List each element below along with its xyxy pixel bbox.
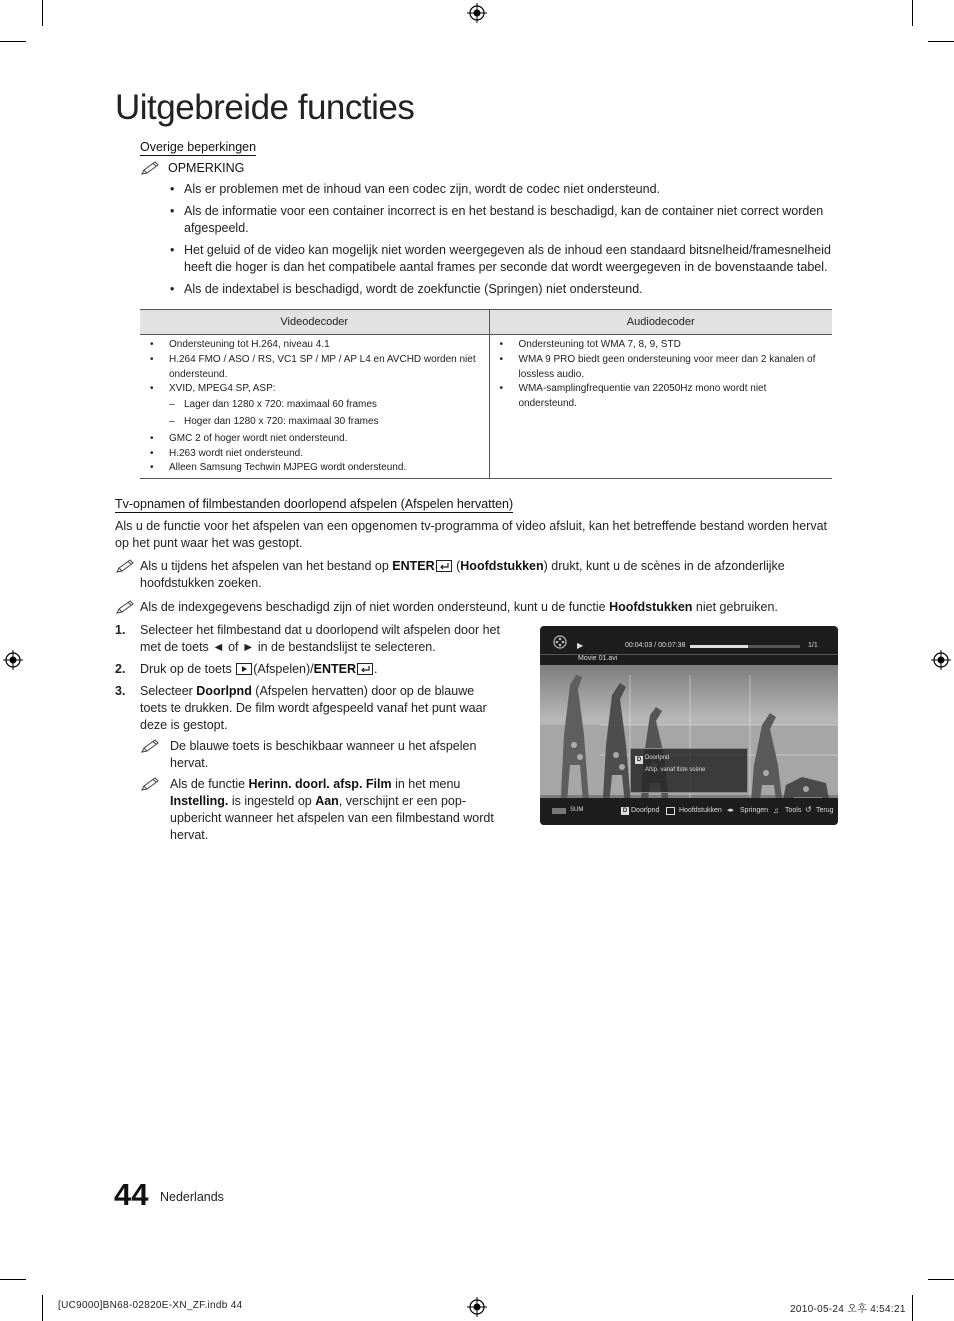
crop-mark bbox=[0, 1279, 26, 1280]
crop-mark bbox=[912, 0, 913, 26]
list-item: • WMA-samplingfrequentie van 22050Hz mono wordt niet ondersteund. bbox=[500, 382, 825, 412]
chapters-label: Hoofdstukken bbox=[609, 600, 693, 614]
page-number: 44 bbox=[114, 1177, 149, 1212]
button-resume[interactable]: Doorlpnd bbox=[631, 807, 660, 814]
intro-paragraph: Als u de functie voor het afspelen van een opgenomen tv-programma of video afsluit, kan het betreffende bestand worden hervat op het punt waar het was gestopt. bbox=[115, 519, 828, 550]
button-back[interactable]: Terug bbox=[816, 807, 834, 814]
resume-popup[interactable] bbox=[630, 748, 748, 793]
section-heading-other-restrictions: Overige beperkingen bbox=[140, 140, 257, 154]
menu-name: Instelling. bbox=[170, 794, 229, 808]
step-text: Selecteer bbox=[140, 684, 197, 698]
return-icon: ↺ bbox=[805, 805, 812, 814]
resume-d-key-icon: D bbox=[636, 757, 642, 763]
button-chapters[interactable]: Hoofdstukken bbox=[679, 807, 722, 814]
subnote-popup bbox=[140, 776, 500, 844]
restrictions-list bbox=[170, 181, 835, 303]
subnote-text: in het menu bbox=[391, 777, 461, 791]
tools-icon: ♫ bbox=[773, 806, 779, 815]
table-header-video: Videodecoder bbox=[140, 310, 489, 335]
list-item: • GMC 2 of hoger wordt niet ondersteund. bbox=[150, 432, 481, 447]
registration-mark-icon bbox=[931, 650, 951, 670]
codec-table bbox=[140, 309, 832, 479]
step-1 bbox=[115, 622, 500, 656]
subnote-blue-key bbox=[140, 738, 500, 772]
step-text: (Afspelen hervatten) door op de blauwe toets te drukken. De film wordt afgespeeld vanaf het punt waar deze is gestopt. bbox=[140, 684, 487, 732]
note-text: ) drukt, kunt u de scènes in de afzonderlijke hoofdstukken zoeken. bbox=[140, 559, 785, 590]
crop-mark bbox=[0, 41, 26, 42]
crop-mark bbox=[928, 41, 954, 42]
play-key-icon bbox=[236, 663, 252, 675]
playback-time: 00:04:03 / 00:07:38 bbox=[625, 642, 686, 649]
list-item: • H.263 wordt niet ondersteund. bbox=[150, 447, 481, 462]
step-text: Selecteer het filmbestand dat u doorlopend wilt afspelen door het met de toets ◄ of ► in de bestandslijst te selecteren. bbox=[140, 623, 500, 654]
note-pencil-icon bbox=[140, 776, 162, 792]
note-label bbox=[140, 160, 244, 176]
note-chapters bbox=[115, 558, 835, 592]
page-counter: 1/1 bbox=[808, 642, 818, 649]
movie-icon bbox=[552, 634, 568, 650]
step-3 bbox=[115, 683, 500, 844]
steps-list bbox=[115, 622, 500, 849]
list-item: • Als er problemen met de inhoud van een codec zijn, wordt de codec niet ondersteund. bbox=[170, 181, 835, 198]
enter-key-label: ENTER bbox=[313, 662, 357, 676]
note-text: niet gebruiken. bbox=[692, 600, 778, 614]
table-header-audio: Audiodecoder bbox=[489, 310, 832, 335]
list-item: • Ondersteuning tot WMA 7, 8, 9, STD bbox=[500, 338, 825, 353]
audio-decoder-cell bbox=[489, 335, 832, 479]
print-slug-date: 2010-05-24 오후 4:54:21 bbox=[790, 1304, 906, 1315]
note-text: ( bbox=[452, 559, 461, 573]
step-text: Druk op de toets bbox=[140, 662, 236, 676]
note-text: Als de indexgegevens beschadigd zijn of niet worden ondersteund, kunt u de functie bbox=[140, 600, 610, 614]
left-right-arrows-icon: ◂▸ bbox=[727, 807, 735, 814]
step-number: 1. bbox=[115, 623, 126, 637]
step-2 bbox=[115, 661, 500, 678]
setting-value: Aan bbox=[315, 794, 339, 808]
list-item: – Lager dan 1280 x 720: maximaal 60 frames bbox=[150, 398, 481, 413]
note-text: Als u tijdens het afspelen van het bestand op bbox=[140, 559, 393, 573]
enter-key-icon bbox=[666, 807, 675, 815]
page-title: Uitgebreide functies bbox=[115, 88, 415, 127]
list-item: • WMA 9 PRO biedt geen ondersteuning voor meer dan 2 kanalen of lossless audio. bbox=[500, 353, 825, 383]
d-key-icon: D bbox=[622, 808, 628, 814]
print-slug-file: [UC9000]BN68-02820E-XN_ZF.indb 44 bbox=[58, 1300, 243, 1311]
step-number: 3. bbox=[115, 684, 126, 698]
list-item: • Als de indextabel is beschadigd, wordt de zoekfunctie (Springen) niet ondersteund. bbox=[170, 281, 835, 298]
list-item: • Het geluid of de video kan mogelijk niet worden weergegeven als de inhoud een standaard bitsnelheid/framesnelheid heeft die hoger is dan het compatibele aantal frames per seconde dat wordt weergegeven in de bovenstaande tabel. bbox=[170, 242, 835, 276]
note-pencil-icon bbox=[140, 738, 162, 754]
note-pencil-icon bbox=[140, 160, 162, 176]
step-text: . bbox=[374, 662, 378, 676]
resume-label: Doorlpnd bbox=[196, 684, 252, 698]
note-label-text: OPMERKING bbox=[168, 161, 245, 175]
step-text: (Afspelen)/ bbox=[253, 662, 314, 676]
registration-mark-icon bbox=[3, 650, 23, 670]
file-name: Movie 01.avi bbox=[578, 655, 618, 662]
button-tools[interactable]: Tools bbox=[785, 807, 802, 814]
enter-key-label: ENTER bbox=[392, 559, 435, 573]
chapters-label: Hoofdstukken bbox=[460, 559, 544, 573]
popup-title: Doorlpnd bbox=[645, 755, 670, 761]
enter-key-icon bbox=[436, 560, 452, 572]
crop-mark bbox=[912, 1295, 913, 1321]
bottom-bar bbox=[540, 798, 838, 825]
list-item: • Ondersteuning tot H.264, niveau 4.1 bbox=[150, 338, 481, 353]
list-item: • H.264 FMO / ASO / RS, VC1 SP / MP / AP L4 en AVCHD worden niet ondersteund. bbox=[150, 353, 481, 383]
list-item: • XVID, MPEG4 SP, ASP: bbox=[150, 382, 481, 397]
progress-fill bbox=[690, 645, 748, 648]
subnote-text: Als de functie bbox=[170, 777, 249, 791]
subnote-text: is ingesteld op bbox=[228, 794, 316, 808]
note-pencil-icon bbox=[115, 599, 137, 615]
subnote-text: , verschijnt er een pop-upbericht wanneer het afspelen van een filmbestand wordt hervat. bbox=[170, 794, 494, 842]
subnote-text: De blauwe toets is beschikbaar wanneer u het afspelen hervat. bbox=[170, 739, 477, 770]
list-item: • Alleen Samsung Techwin MJPEG wordt ondersteund. bbox=[150, 461, 481, 476]
step-number: 2. bbox=[115, 662, 126, 676]
video-decoder-cell bbox=[140, 335, 489, 479]
play-status-icon: ▶ bbox=[577, 641, 584, 650]
popup-text: Afsp. vanaf ltste scène bbox=[645, 767, 706, 773]
progress-bar bbox=[690, 645, 800, 648]
crop-mark bbox=[42, 0, 43, 26]
list-item: – Hoger dan 1280 x 720: maximaal 30 frames bbox=[150, 415, 481, 430]
crop-mark bbox=[42, 1295, 43, 1321]
note-pencil-icon bbox=[115, 558, 137, 574]
setting-name: Herinn. doorl. afsp. Film bbox=[248, 777, 392, 791]
registration-mark-icon bbox=[467, 1297, 487, 1317]
storage-icon bbox=[552, 808, 566, 814]
crop-mark bbox=[928, 1279, 954, 1280]
language-label: Nederlands bbox=[160, 1190, 224, 1204]
tv-screen-illustration bbox=[540, 626, 838, 825]
device-label: SUM bbox=[570, 807, 584, 813]
button-jump[interactable]: Springen bbox=[740, 807, 769, 814]
list-item: • Als de informatie voor een container incorrect is en het bestand is beschadigd, kan de container niet correct worden afgespeeld. bbox=[170, 203, 835, 237]
enter-key-icon bbox=[357, 663, 373, 675]
registration-mark-icon bbox=[467, 3, 487, 23]
section-heading-resume-playback: Tv-opnamen of filmbestanden doorlopend afspelen (Afspelen hervatten) bbox=[115, 497, 514, 511]
note-index-data bbox=[115, 599, 835, 616]
